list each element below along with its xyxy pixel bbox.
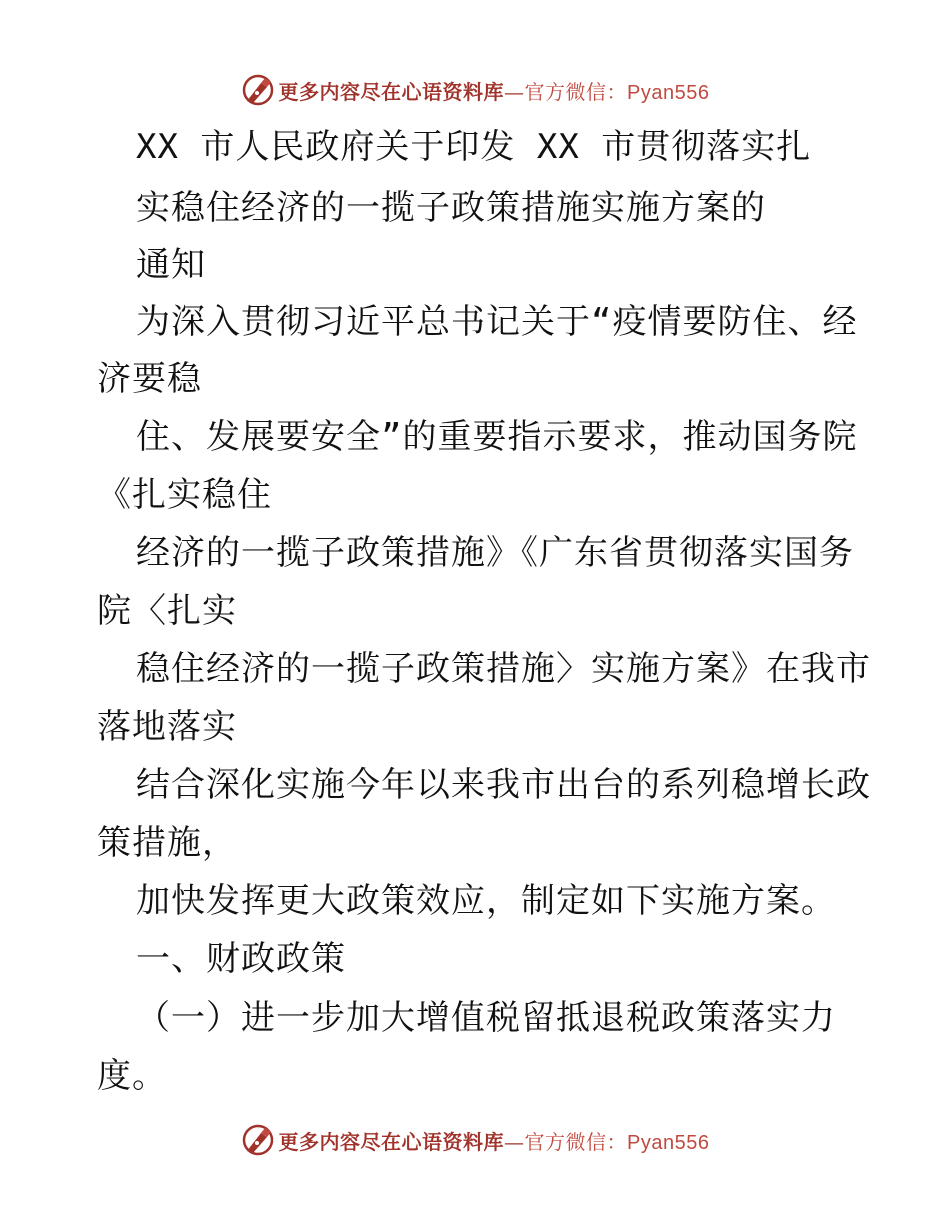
paragraph-line: 院〈扎实	[97, 591, 237, 631]
title-line-1: XX 市人民政府关于印发 XX 市贯彻落实扎	[136, 127, 812, 167]
subsection-heading-cont: 度。	[97, 1056, 167, 1096]
subsection-heading: （一）进一步加大增值税留抵退税政策落实力	[136, 998, 836, 1038]
paragraph-line: 结合深化实施今年以来我市出台的系列稳增长政	[136, 765, 871, 805]
paragraph-line: 住、发展要安全”的重要指示要求，推动国务院	[136, 417, 858, 457]
watermark-text: 更多内容尽在心语资料库—官方微信：Pyan556	[278, 1129, 710, 1154]
paragraph-line: 策措施，	[97, 823, 237, 863]
paragraph-line: 稳住经济的一揽子政策措施〉实施方案》在我市	[136, 649, 871, 689]
section-heading: 一、财政政策	[136, 939, 346, 979]
paragraph-line: 为深入贯彻习近平总书记关于“疫情要防住、经	[136, 302, 858, 342]
watermark-text: 更多内容尽在心语资料库—官方微信：Pyan556	[278, 79, 710, 104]
title-line-2: 实稳住经济的一揽子政策措施实施方案的	[136, 188, 766, 228]
pen-nib-logo-icon	[241, 1123, 275, 1157]
paragraph-line: 落地落实	[97, 707, 237, 747]
paragraph-line: 经济的一揽子政策措施》《广东省贯彻落实国务	[136, 533, 854, 573]
paragraph-line: 加快发挥更大政策效应，制定如下实施方案。	[136, 881, 836, 921]
footer-watermark-banner	[0, 1118, 950, 1162]
paragraph-line: 济要稳	[97, 359, 202, 399]
paragraph-line: 《扎实稳住	[97, 475, 272, 515]
title-line-3: 通知	[136, 245, 206, 285]
